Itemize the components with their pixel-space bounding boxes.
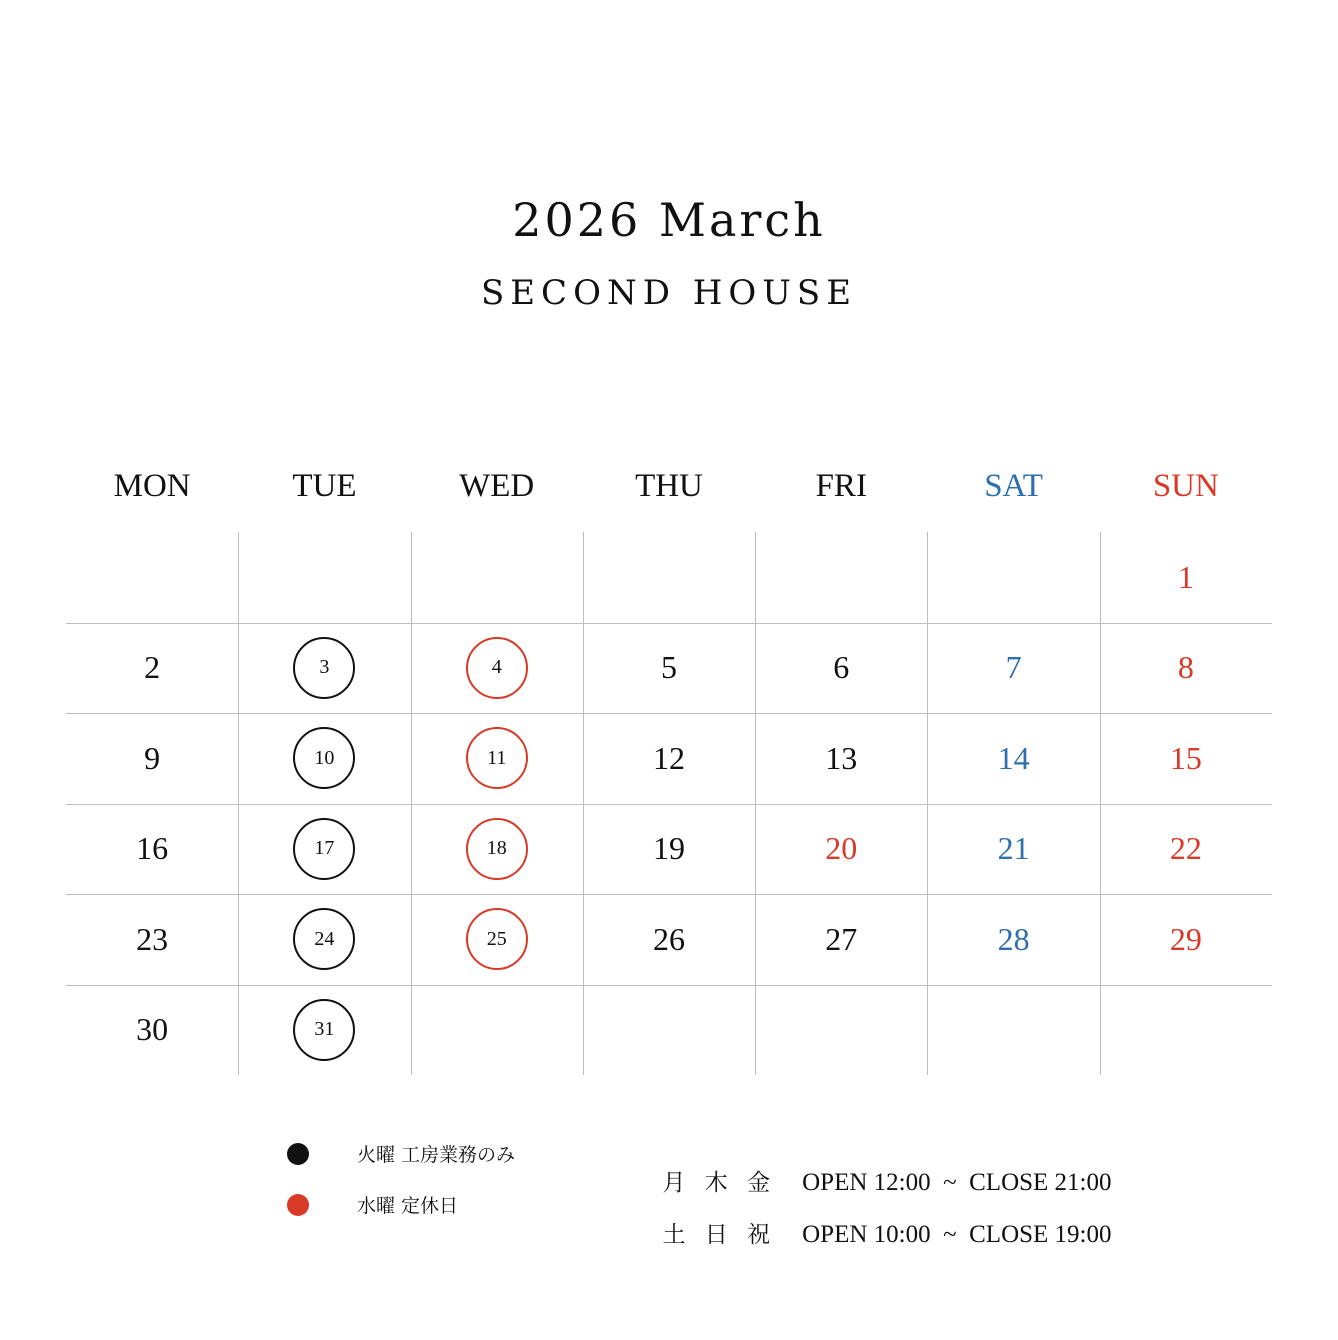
- weekday-wed: WED: [459, 468, 535, 504]
- day-number: 6: [833, 649, 850, 686]
- calendar-day-cell: [755, 532, 927, 623]
- day-number: 8: [1177, 649, 1194, 686]
- legend-wednesday: [287, 1191, 458, 1218]
- legend-dot-red-icon: [287, 1194, 309, 1216]
- workshop-day-circle: 24: [293, 908, 355, 970]
- calendar-day-cell: [755, 623, 927, 714]
- hours-weekday-time: OPEN 12:00 ~ CLOSE 21:00: [802, 1169, 1112, 1196]
- store-name: SECOND HOUSE: [480, 273, 858, 313]
- hours-weekend: [650, 1188, 1112, 1249]
- day-number: 2: [144, 649, 161, 686]
- calendar-day-cell: [927, 804, 1099, 895]
- calendar-day-cell: [583, 894, 755, 985]
- calendar-day-cell: [1100, 985, 1272, 1076]
- calendar-day-cell: [927, 985, 1099, 1076]
- day-number: 26: [652, 920, 685, 957]
- day-number: 23: [136, 920, 169, 957]
- day-number: 7: [1005, 649, 1022, 686]
- closed-day-circle: 4: [466, 637, 528, 699]
- calendar-day-cell: [66, 623, 238, 714]
- weekday-mon: MON: [113, 468, 191, 504]
- day-number: 13: [825, 739, 858, 776]
- hours-weekend-days: 土 日 祝: [662, 1222, 777, 1248]
- calendar-day-cell: [583, 804, 755, 895]
- calendar-day-cell: [66, 985, 238, 1076]
- hours-weekday-days: 月 木 金: [662, 1170, 777, 1196]
- closed-day-circle: 11: [466, 727, 528, 789]
- calendar-day-cell: [66, 894, 238, 985]
- calendar-day-cell: [238, 713, 410, 804]
- day-number: 16: [136, 830, 169, 867]
- day-number: 5: [660, 649, 677, 686]
- day-number: 15: [1169, 739, 1202, 776]
- calendar-day-cell: [1100, 623, 1272, 714]
- day-number: 21: [997, 830, 1030, 867]
- calendar-day-cell: [583, 623, 755, 714]
- workshop-day-circle: 31: [293, 999, 355, 1061]
- calendar-day-cell: [411, 894, 583, 985]
- calendar-title: 2026 March: [512, 193, 826, 247]
- calendar-day-cell: [927, 623, 1099, 714]
- calendar-day-cell: [411, 804, 583, 895]
- hours-weekend-time: OPEN 10:00 ~ CLOSE 19:00: [802, 1221, 1112, 1248]
- weekday-sun: SUN: [1152, 468, 1219, 504]
- calendar-day-cell: [755, 985, 927, 1076]
- calendar-day-cell: [238, 804, 410, 895]
- calendar-day-cell: [583, 713, 755, 804]
- day-number: 27: [825, 920, 858, 957]
- day-number: 20: [825, 830, 858, 867]
- legend-dot-black-icon: [287, 1143, 309, 1165]
- calendar-day-cell: [927, 894, 1099, 985]
- calendar-day-cell: [927, 532, 1099, 623]
- weekday-header: [66, 463, 1272, 509]
- weekday-fri: FRI: [815, 468, 867, 504]
- calendar-day-cell: [411, 713, 583, 804]
- calendar-day-cell: [411, 532, 583, 623]
- day-number: 14: [997, 739, 1030, 776]
- day-number: 1: [1177, 558, 1194, 595]
- calendar-day-cell: [411, 985, 583, 1076]
- calendar-day-cell: [755, 894, 927, 985]
- calendar-day-cell: [238, 623, 410, 714]
- legend-tuesday-text: 火曜 工房業務のみ: [357, 1144, 516, 1166]
- day-number: 12: [652, 739, 685, 776]
- calendar-day-cell: [238, 985, 410, 1076]
- legend-tuesday: [287, 1140, 515, 1167]
- calendar-day-cell: [1100, 713, 1272, 804]
- calendar-day-cell: [66, 804, 238, 895]
- calendar-day-cell: [927, 713, 1099, 804]
- day-number: 30: [136, 1011, 169, 1048]
- calendar-day-cell: [66, 713, 238, 804]
- workshop-day-circle: 17: [293, 818, 355, 880]
- calendar-day-cell: [238, 532, 410, 623]
- calendar-grid: [66, 532, 1272, 1075]
- calendar-day-cell: [1100, 532, 1272, 623]
- calendar-day-cell: [66, 532, 238, 623]
- calendar-day-cell: [1100, 804, 1272, 895]
- calendar-day-cell: [1100, 894, 1272, 985]
- calendar-day-cell: [411, 623, 583, 714]
- weekday-thu: THU: [635, 468, 703, 504]
- workshop-day-circle: 3: [293, 637, 355, 699]
- calendar-day-cell: [583, 985, 755, 1076]
- day-number: 19: [652, 830, 685, 867]
- weekday-sat: SAT: [984, 468, 1043, 504]
- legend-wednesday-text: 水曜 定休日: [357, 1195, 459, 1217]
- day-number: 22: [1169, 830, 1202, 867]
- calendar-day-cell: [755, 804, 927, 895]
- calendar-day-cell: [583, 532, 755, 623]
- calendar-day-cell: [755, 713, 927, 804]
- calendar-day-cell: [238, 894, 410, 985]
- day-number: 29: [1169, 920, 1202, 957]
- day-number: 9: [144, 739, 161, 776]
- weekday-tue: TUE: [292, 468, 357, 504]
- workshop-day-circle: 10: [293, 727, 355, 789]
- closed-day-circle: 25: [466, 908, 528, 970]
- closed-day-circle: 18: [466, 818, 528, 880]
- day-number: 28: [997, 920, 1030, 957]
